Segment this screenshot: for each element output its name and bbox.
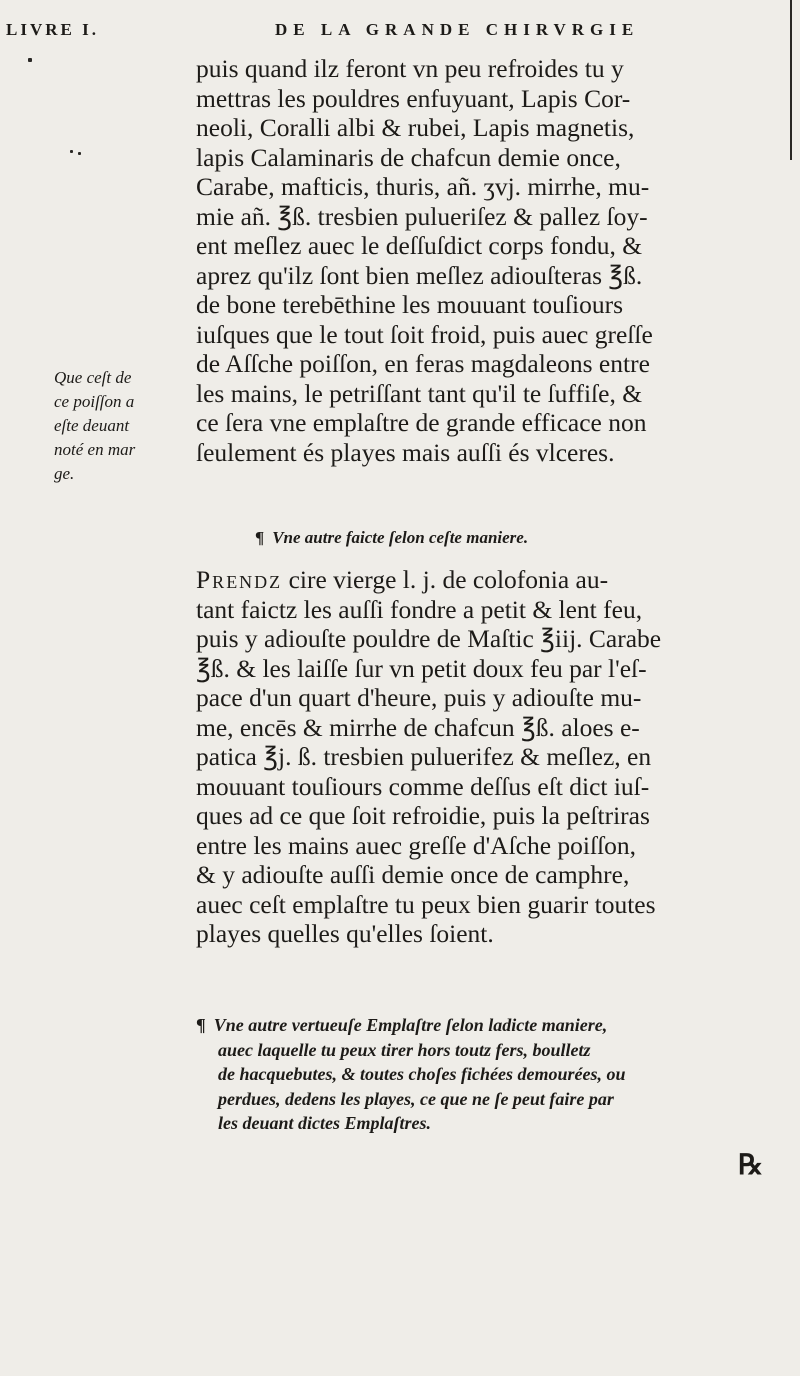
text-line-rest: cire vierge l. j. de colofonia au- [282,565,609,594]
text-line: ce ſera vne emplaſtre de grande efficace non [196,408,647,437]
text-line: neoli, Coralli albi & rubei, Lapis magnetis, [196,113,635,142]
opening-word: Prendz [196,565,283,594]
catchword-recipe-icon: ℞ [738,1150,764,1181]
text-line: mettras les pouldres enfuyuant, Lapis Cor- [196,83,631,113]
running-head-title: DE LA GRANDE CHIRVRGIE [275,20,640,39]
margin-note-line: eſte deuant [54,416,130,435]
text-line: auec ceſt emplaſtre tu peux bien guarir toutes [196,889,656,919]
text-line: ques ad ce que ſoit refroidie, puis la peſtriras [196,801,650,830]
text-line: de bone terebēthine les mouuant touſiours [196,290,624,319]
text-line: entre les mains auec greſſe d'Aſche poiſſon, [196,830,637,860]
section-heading-recipe-3 [196,1013,786,1136]
heading-line: perdues, dedens les playes, ce que ne ſe peut faire par [218,1088,614,1109]
margin-note-line: noté en mar [54,440,136,459]
page-edge-line [790,0,792,160]
text-line: me, encēs & mirrhe de chafcun ℥ß. aloes e- [196,712,640,742]
text-line: patica ℥j. ß. tresbien puluerifez & meſlez, en [196,742,652,771]
text-line: puis quand ilz feront vn peu refroides tu y [196,54,624,83]
paragraph-recipe-2 [196,565,771,949]
text-line: tant faictz les auſſi fondre a petit & lent feu, [196,594,643,624]
text-line: ent meſlez auec le deſſuſdict corps fondu, & [196,231,643,260]
margin-note [54,366,194,486]
heading-line-text: Vne autre vertueuſe Emplaſtre ſelon ladicte maniere, [213,1015,608,1035]
running-head-book: LIVRE I. [6,20,99,39]
text-line: ℥ß. & les laiſſe ſur vn petit doux feu par l'eſ- [196,653,647,683]
text-line: les mains, le petriſſant tant qu'il te ſuffiſe, & [196,378,643,408]
heading-line: les deuant dictes Emplaſtres. [218,1113,431,1133]
ink-speck [70,150,73,153]
paragraph-first [196,54,771,467]
text-line: mouuant touſiours comme deſſus eſt dict iuſ- [196,771,650,801]
heading-line: auec laquelle tu peux tirer hors toutz fers, boulletz [218,1039,591,1060]
heading-line [196,1013,786,1038]
margin-note-line: ce poiſſon a [54,392,135,411]
text-line: Carabe, mafticis, thuris, añ. ʒvj. mirrhe, mu- [196,172,650,201]
text-line-first [196,565,771,595]
text-line: playes quelles qu'elles ſoient. [196,919,494,948]
ink-speck [78,152,81,155]
text-line: mie añ. ℥ß. tresbien pulueriſez & pallez ſoy- [196,201,648,231]
margin-note-line: ge. [54,464,75,483]
text-line: pace d'un quart d'heure, puis y adiouſte mu- [196,683,642,712]
text-line: de Aſſche poiſſon, en feras magdaleons entre [196,349,650,378]
section-heading-text: Vne autre faicte ſelon ceſte maniere. [272,528,529,547]
pilcrow-icon: ¶ [255,528,265,547]
text-line: ſeulement és playes mais auſſi és vlceres. [196,437,615,467]
heading-line: de hacquebutes, & toutes choſes fichées demourées, ou [218,1064,626,1084]
text-line: aprez qu'ilz ſont bien meſlez adiouſteras ℥ß. [196,260,643,290]
text-line: puis y adiouſte pouldre de Maſtic ℥iij. Carabe [196,624,662,653]
section-heading-recipe-2 [255,528,528,548]
text-line: iuſques que le tout ſoit froid, puis auec greſſe [196,319,653,349]
pilcrow-icon: ¶ [196,1015,206,1035]
text-line: & y adiouſte auſſi demie once de camphre, [196,860,630,889]
margin-note-line: Que ceſt de [54,368,132,387]
ink-speck [28,58,32,62]
text-line: lapis Calaminaris de chafcun demie once, [196,142,621,172]
